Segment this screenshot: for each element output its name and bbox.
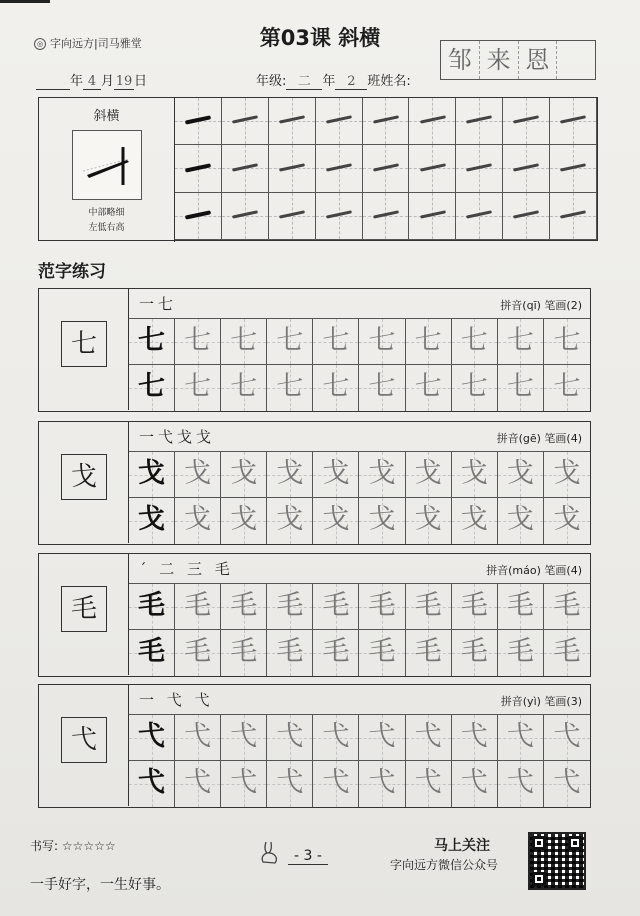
practice-cell: 七 <box>498 319 544 365</box>
model-char-cell: 弋 <box>129 715 175 761</box>
stroke-cell <box>550 145 597 192</box>
practice-cell: 戈 <box>359 452 405 498</box>
practice-cell: 弋 <box>221 715 267 761</box>
pinyin-strokes: 拼音(qī) 笔画(2) <box>500 299 582 312</box>
pinyin-strokes: 拼音(máo) 笔画(4) <box>486 564 582 577</box>
practice-cell: 七 <box>175 319 221 365</box>
character-block <box>38 288 591 412</box>
stroke-cell <box>363 98 410 145</box>
character-block <box>38 553 591 677</box>
character-block <box>38 684 591 808</box>
model-char-cell: 弋 <box>129 761 175 807</box>
practice-cell: 七 <box>313 319 359 365</box>
practice-cell: 弋 <box>498 761 544 807</box>
practice-cell: 戈 <box>452 452 498 498</box>
practice-cell: 弋 <box>175 715 221 761</box>
practice-cell: 戈 <box>267 498 313 544</box>
practice-cell: 七 <box>406 365 452 411</box>
stroke-cell <box>316 193 363 240</box>
practice-grid <box>129 452 590 544</box>
stroke-cell <box>456 145 503 192</box>
practice-grid <box>129 715 590 807</box>
lesson-title: 第03课 斜横 <box>259 26 381 50</box>
section-title: 范字练习 <box>38 262 106 282</box>
stroke-tip-1: 中部略细 <box>88 208 125 218</box>
practice-cell: 七 <box>359 365 405 411</box>
practice-cell: 毛 <box>359 630 405 676</box>
practice-cell: 七 <box>221 319 267 365</box>
stroke-cell <box>503 145 550 192</box>
class-field <box>256 70 411 90</box>
practice-cell: 毛 <box>544 584 590 630</box>
char-header <box>129 554 590 584</box>
practice-cell: 戈 <box>406 452 452 498</box>
stroke-cell <box>175 145 222 192</box>
name-char-4 <box>557 41 595 79</box>
model-char-cell: 毛 <box>129 584 175 630</box>
char-header <box>129 289 590 319</box>
practice-cell: 毛 <box>544 630 590 676</box>
stroke-cell <box>503 193 550 240</box>
name-boxes <box>440 40 596 80</box>
stroke-cell <box>409 193 456 240</box>
practice-cell: 七 <box>452 365 498 411</box>
practice-cell: 戈 <box>313 498 359 544</box>
big-char: 七 <box>61 321 107 367</box>
stroke-cell <box>456 98 503 145</box>
practice-cell: 毛 <box>359 584 405 630</box>
practice-cell: 戈 <box>544 452 590 498</box>
practice-cell: 七 <box>175 365 221 411</box>
year-blank <box>36 74 70 90</box>
stroke-name: 斜横 <box>93 109 120 124</box>
stroke-cell <box>269 98 316 145</box>
stroke-cell <box>456 193 503 240</box>
practice-cell: 毛 <box>498 630 544 676</box>
practice-cell: 弋 <box>498 715 544 761</box>
big-char-panel <box>39 554 129 675</box>
name-char-2: 来 <box>480 41 519 79</box>
practice-cell: 毛 <box>313 630 359 676</box>
stroke-demo <box>39 98 175 242</box>
class-name-label: 班姓名: <box>367 74 411 89</box>
wechat-label: 字向远方微信公众号 <box>390 858 499 872</box>
practice-cell: 七 <box>406 319 452 365</box>
practice-cell: 七 <box>267 365 313 411</box>
practice-cell: 弋 <box>221 761 267 807</box>
date-field <box>36 70 147 90</box>
stroke-order: 一七 <box>139 295 178 313</box>
name-char-1: 邹 <box>441 41 480 79</box>
stroke-cell <box>363 193 410 240</box>
character-block <box>38 421 591 545</box>
practice-cell: 毛 <box>175 630 221 676</box>
rating: 书写: ☆☆☆☆☆ <box>30 839 116 853</box>
class-value: 2 <box>335 74 367 90</box>
practice-cell: 毛 <box>452 630 498 676</box>
practice-cell: 毛 <box>313 584 359 630</box>
practice-cell: 弋 <box>544 761 590 807</box>
model-char-cell: 七 <box>129 365 175 411</box>
stroke-order: ´ 二 三 毛 <box>139 560 234 578</box>
practice-cell: 七 <box>452 319 498 365</box>
big-char: 戈 <box>61 454 107 500</box>
month-label: 月 <box>101 74 115 89</box>
stroke-cell <box>363 145 410 192</box>
stroke-cell <box>269 145 316 192</box>
practice-cell: 弋 <box>544 715 590 761</box>
practice-cell: 毛 <box>498 584 544 630</box>
stroke-cell <box>503 98 550 145</box>
practice-cell: 戈 <box>452 498 498 544</box>
stroke-order: 一弋戈戈 <box>139 428 216 446</box>
brand-text: 字向远方|司马雅堂 <box>50 37 142 50</box>
brand-logo-icon: ◎ <box>34 38 46 50</box>
stroke-cell <box>409 145 456 192</box>
practice-cell: 戈 <box>498 498 544 544</box>
practice-cell: 弋 <box>359 761 405 807</box>
stroke-practice-grid <box>175 98 597 240</box>
char-header <box>129 685 590 715</box>
year-grade-label: 年 <box>322 74 336 89</box>
practice-cell: 七 <box>544 319 590 365</box>
qr-code <box>528 832 586 890</box>
practice-cell: 毛 <box>221 584 267 630</box>
stroke-order: 一 弋 弋 <box>139 691 214 709</box>
big-char-panel <box>39 685 129 806</box>
stroke-cell <box>409 98 456 145</box>
practice-cell: 弋 <box>267 761 313 807</box>
practice-cell: 七 <box>544 365 590 411</box>
practice-cell: 戈 <box>175 452 221 498</box>
practice-cell: 毛 <box>406 630 452 676</box>
month-value: 4 <box>83 74 101 90</box>
practice-grid <box>129 584 590 676</box>
practice-cell: 七 <box>313 365 359 411</box>
practice-cell: 戈 <box>221 452 267 498</box>
name-char-3: 恩 <box>519 41 558 79</box>
stroke-cell <box>222 98 269 145</box>
practice-cell: 毛 <box>221 630 267 676</box>
model-char-cell: 毛 <box>129 630 175 676</box>
stroke-cell <box>222 193 269 240</box>
stroke-cell <box>550 98 597 145</box>
stroke-sample-diagram <box>72 130 142 200</box>
practice-cell: 戈 <box>267 452 313 498</box>
practice-cell: 弋 <box>313 761 359 807</box>
model-char-cell: 戈 <box>129 498 175 544</box>
stroke-cell <box>269 193 316 240</box>
practice-cell: 弋 <box>452 761 498 807</box>
practice-cell: 弋 <box>406 761 452 807</box>
practice-cell: 七 <box>267 319 313 365</box>
practice-cell: 戈 <box>175 498 221 544</box>
practice-cell: 毛 <box>406 584 452 630</box>
practice-cell: 弋 <box>359 715 405 761</box>
big-char: 毛 <box>61 586 107 632</box>
practice-cell: 弋 <box>267 715 313 761</box>
practice-cell: 毛 <box>267 584 313 630</box>
stroke-cell <box>222 145 269 192</box>
practice-cell: 毛 <box>452 584 498 630</box>
practice-cell: 七 <box>221 365 267 411</box>
big-char-panel <box>39 422 129 543</box>
practice-cell: 弋 <box>313 715 359 761</box>
grade-value: 二 <box>286 70 322 90</box>
stroke-tip-2: 左低右高 <box>88 223 125 233</box>
practice-cell: 戈 <box>313 452 359 498</box>
practice-cell: 七 <box>359 319 405 365</box>
practice-cell: 弋 <box>175 761 221 807</box>
char-header <box>129 422 590 452</box>
pinyin-strokes: 拼音(yì) 笔画(3) <box>500 695 582 708</box>
practice-cell: 戈 <box>544 498 590 544</box>
rabbit-icon <box>258 840 282 866</box>
day-label: 日 <box>134 74 148 89</box>
practice-cell: 七 <box>498 365 544 411</box>
practice-cell: 毛 <box>267 630 313 676</box>
stroke-cell <box>316 145 363 192</box>
motto: 一手好字，一生好事。 <box>30 877 170 893</box>
pinyin-strokes: 拼音(gē) 笔画(4) <box>496 432 582 445</box>
stroke-cell <box>175 98 222 145</box>
big-char: 弋 <box>61 717 107 763</box>
practice-cell: 弋 <box>406 715 452 761</box>
stroke-cell <box>175 193 222 240</box>
big-char-panel <box>39 289 129 410</box>
stroke-lesson-box <box>38 97 598 241</box>
model-char-cell: 七 <box>129 319 175 365</box>
practice-cell: 毛 <box>175 584 221 630</box>
practice-cell: 戈 <box>498 452 544 498</box>
year-label: 年 <box>70 74 84 89</box>
model-char-cell: 戈 <box>129 452 175 498</box>
grade-label: 年级: <box>256 74 287 89</box>
practice-cell: 戈 <box>406 498 452 544</box>
practice-cell: 戈 <box>359 498 405 544</box>
stroke-sample-icon <box>73 131 141 199</box>
follow-label: 马上关注 <box>434 838 490 854</box>
stroke-cell <box>550 193 597 240</box>
page-number: - 3 - <box>288 848 328 865</box>
stroke-cell <box>316 98 363 145</box>
practice-cell: 戈 <box>221 498 267 544</box>
day-value: 19 <box>115 74 133 89</box>
practice-grid <box>129 319 590 411</box>
top-edge-mark <box>0 0 50 3</box>
practice-cell: 弋 <box>452 715 498 761</box>
